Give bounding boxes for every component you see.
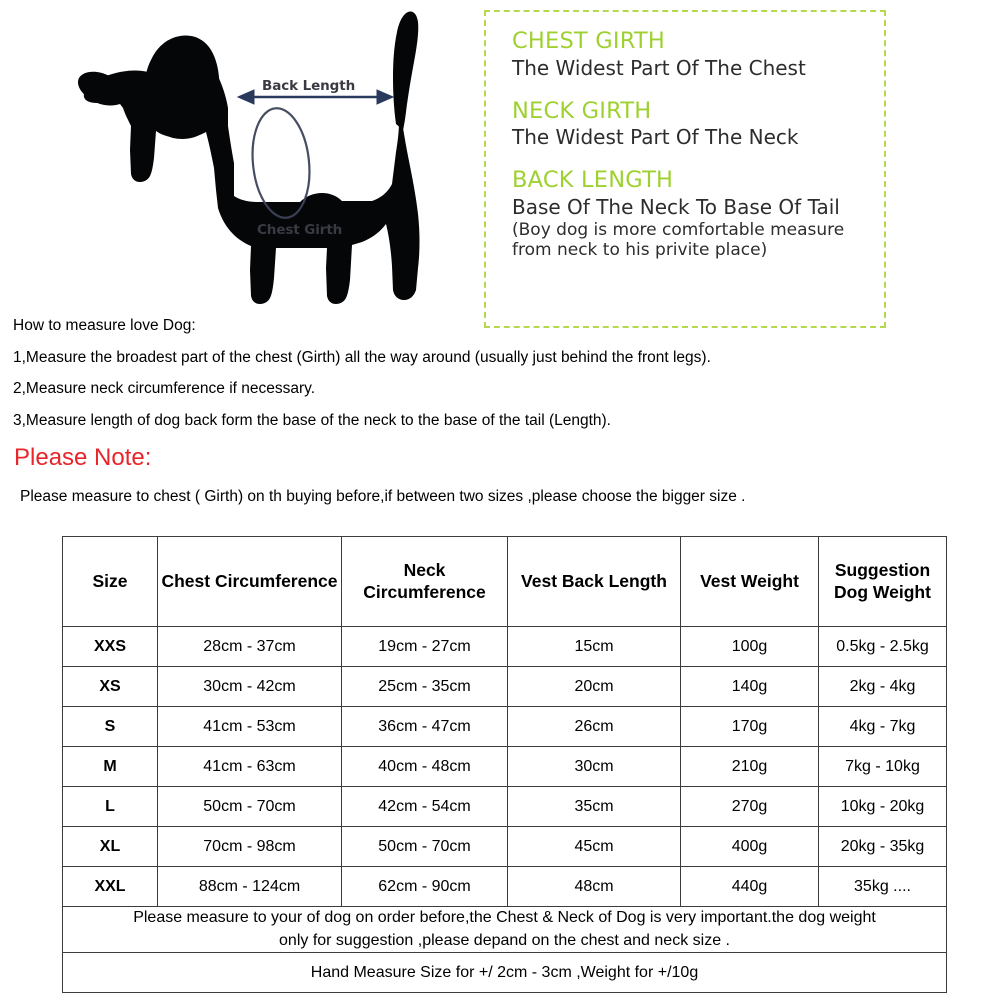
key-desc-chest-girth: The Widest Part Of The Chest bbox=[512, 55, 806, 80]
cell-chest: 50cm - 70cm bbox=[158, 787, 342, 827]
how-to-measure-step-3: 3,Measure length of dog back form the base of the neck to the base of the tail (Length). bbox=[13, 411, 611, 429]
cell-neck: 25cm - 35cm bbox=[342, 667, 508, 707]
key-group-neck bbox=[512, 98, 884, 151]
key-desc-neck-girth: The Widest Part Of The Neck bbox=[512, 125, 799, 150]
cell-neck: 19cm - 27cm bbox=[342, 627, 508, 667]
cell-dog-weight: 2kg - 4kg bbox=[819, 667, 947, 707]
how-to-measure-step-1: 1,Measure the broadest part of the chest (Girth) all the way around (usually just behind the front legs). bbox=[13, 348, 711, 366]
table-row bbox=[63, 707, 947, 747]
key-desc-back-length: Base Of The Neck To Base Of Tail bbox=[512, 194, 840, 219]
cell-vest-weight: 210g bbox=[681, 747, 819, 787]
header-vest-weight: Vest Weight bbox=[681, 537, 819, 627]
chest-girth-label: Chest Girth bbox=[257, 222, 343, 238]
cell-back-length: 35cm bbox=[508, 787, 681, 827]
cell-neck: 42cm - 54cm bbox=[342, 787, 508, 827]
cell-back-length: 15cm bbox=[508, 627, 681, 667]
cell-back-length: 30cm bbox=[508, 747, 681, 787]
table-footer-note-line-2: only for suggestion ,please depand on the chest and neck size . bbox=[279, 931, 730, 949]
header-suggestion-dog-weight: Suggestion Dog Weight bbox=[819, 537, 947, 627]
measurement-key-box bbox=[484, 10, 886, 328]
table-row bbox=[63, 867, 947, 907]
cell-size: XS bbox=[63, 667, 158, 707]
cell-vest-weight: 270g bbox=[681, 787, 819, 827]
cell-dog-weight: 10kg - 20kg bbox=[819, 787, 947, 827]
how-to-measure-step-2: 2,Measure neck circumference if necessary. bbox=[13, 380, 316, 397]
header-size: Size bbox=[63, 537, 158, 627]
cell-size: S bbox=[63, 707, 158, 747]
table-header-row bbox=[63, 537, 947, 627]
cell-dog-weight: 4kg - 7kg bbox=[819, 707, 947, 747]
header-neck-circumference: Neck Circumference bbox=[342, 537, 508, 627]
cell-chest: 30cm - 42cm bbox=[158, 667, 342, 707]
cell-vest-weight: 140g bbox=[681, 667, 819, 707]
dog-tail-shape bbox=[393, 11, 418, 130]
size-chart-table bbox=[62, 536, 947, 993]
how-to-measure-block bbox=[13, 318, 913, 428]
cell-size: XL bbox=[63, 827, 158, 867]
cell-dog-weight: 7kg - 10kg bbox=[819, 747, 947, 787]
cell-neck: 50cm - 70cm bbox=[342, 827, 508, 867]
cell-dog-weight: 20kg - 35kg bbox=[819, 827, 947, 867]
table-row bbox=[63, 827, 947, 867]
cell-back-length: 48cm bbox=[508, 867, 681, 907]
cell-vest-weight: 170g bbox=[681, 707, 819, 747]
cell-neck: 40cm - 48cm bbox=[342, 747, 508, 787]
cell-vest-weight: 440g bbox=[681, 867, 819, 907]
please-note-body: Please measure to chest ( Girth) on th buying before,if between two sizes ,please choose the bigger size . bbox=[20, 488, 746, 505]
table-footer-note-line-1: Please measure to your of dog on order before,the Chest & Neck of Dog is very important.the dog weight bbox=[133, 909, 876, 926]
cell-chest: 41cm - 53cm bbox=[158, 707, 342, 747]
key-term-neck-girth: NECK GIRTH bbox=[512, 97, 652, 124]
table-footer-tolerance: Hand Measure Size for +/ 2cm - 3cm ,Weight for +/10g bbox=[63, 953, 947, 993]
key-group-chest bbox=[512, 28, 884, 81]
how-to-measure-heading: How to measure love Dog: bbox=[13, 317, 196, 334]
cell-size: XXS bbox=[63, 627, 158, 667]
back-length-label: Back Length bbox=[262, 78, 356, 94]
cell-neck: 36cm - 47cm bbox=[342, 707, 508, 747]
cell-size: M bbox=[63, 747, 158, 787]
cell-vest-weight: 400g bbox=[681, 827, 819, 867]
key-subnote-line-2: from neck to his privite place) bbox=[512, 239, 768, 260]
dog-silhouette-icon bbox=[0, 0, 470, 330]
cell-chest: 70cm - 98cm bbox=[158, 827, 342, 867]
cell-chest: 41cm - 63cm bbox=[158, 747, 342, 787]
key-group-back-length bbox=[512, 167, 884, 260]
cell-vest-weight: 100g bbox=[681, 627, 819, 667]
please-note-title: Please Note: bbox=[14, 444, 152, 471]
table-row bbox=[63, 787, 947, 827]
header-vest-back-length: Vest Back Length bbox=[508, 537, 681, 627]
cell-dog-weight: 35kg .... bbox=[819, 867, 947, 907]
header-chest-circumference: Chest Circumference bbox=[158, 537, 342, 627]
key-term-back-length: BACK LENGTH bbox=[512, 167, 674, 194]
dog-head-shape bbox=[144, 35, 220, 138]
cell-size: XXL bbox=[63, 867, 158, 907]
table-footer-note-row bbox=[63, 907, 947, 953]
key-term-chest-girth: CHEST GIRTH bbox=[512, 28, 665, 54]
cell-back-length: 45cm bbox=[508, 827, 681, 867]
table-footer-tolerance-row bbox=[63, 953, 947, 993]
cell-dog-weight: 0.5kg - 2.5kg bbox=[819, 627, 947, 667]
cell-back-length: 20cm bbox=[508, 667, 681, 707]
dog-illustration-panel bbox=[0, 0, 470, 330]
key-subnote-line-1: (Boy dog is more comfortable measure bbox=[512, 219, 845, 240]
table-row bbox=[63, 667, 947, 707]
cell-chest: 28cm - 37cm bbox=[158, 627, 342, 667]
cell-chest: 88cm - 124cm bbox=[158, 867, 342, 907]
table-row bbox=[63, 747, 947, 787]
table-footer-note bbox=[63, 907, 947, 953]
size-chart-table-wrap bbox=[62, 536, 946, 993]
cell-back-length: 26cm bbox=[508, 707, 681, 747]
table-row bbox=[63, 627, 947, 667]
cell-size: L bbox=[63, 787, 158, 827]
cell-neck: 62cm - 90cm bbox=[342, 867, 508, 907]
